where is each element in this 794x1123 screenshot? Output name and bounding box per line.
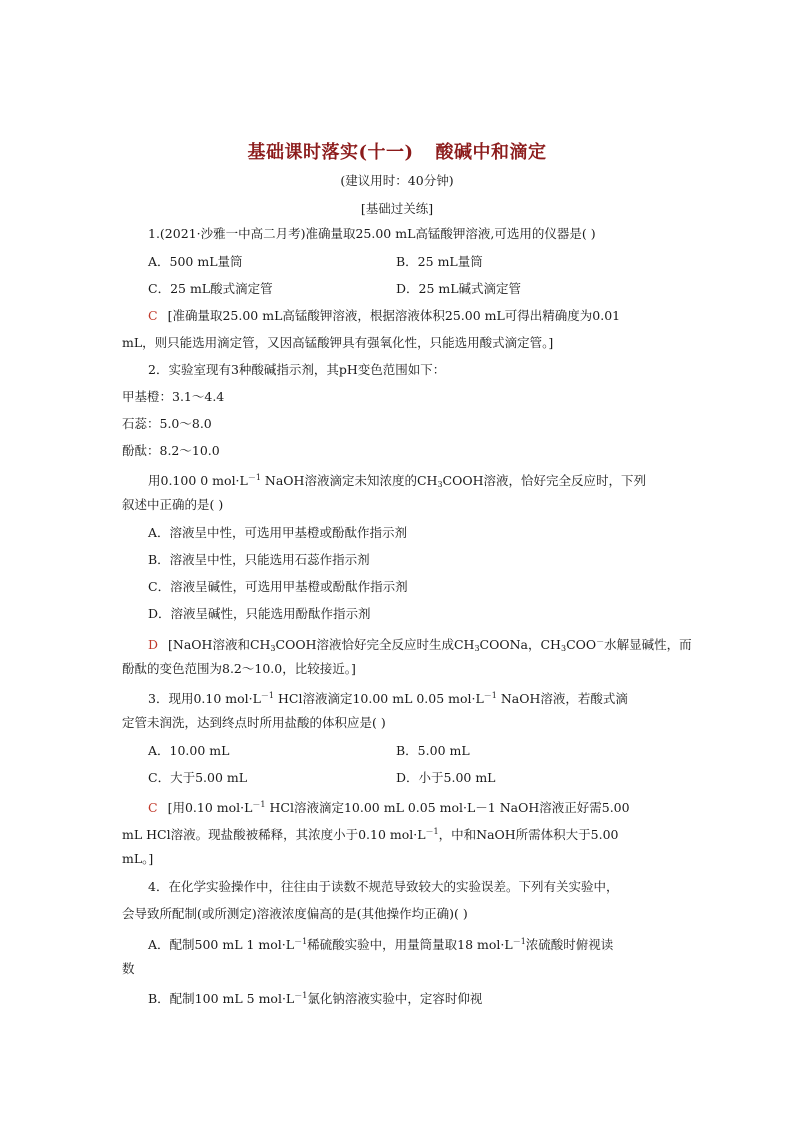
q3-answer: C <box>148 800 158 815</box>
q1-explanation-line1: C [准确量取25.00 mL高锰酸钾溶液，根据溶液体积25.00 mL可得出精确度为0.01 <box>148 308 621 323</box>
q3-stem-line2: 定管未润洗，达到终点时所用盐酸的体积应是( ) <box>122 715 386 730</box>
q1-option-a: A．500 mL量筒 <box>148 254 243 269</box>
q4-stem: 4．在化学实验操作中，往往由于读数不规范导致较大的实验误差。下列有关实验中， <box>148 879 619 894</box>
q3-stem: 3．现用0.10 $mol\cdot L^{-1}$ HCl溶液滴定10.00 mL 0.05 $mol\cdot L^{-1}$ NaOH溶液，若酸式滴 <box>148 691 628 706</box>
q4-option-a: A．配制500 mL 1 $mol\cdot L^{-1}$稀硫酸实验中，用量筒量取18 $mol\cdot L^{-1}$浓硫酸时俯视读 <box>148 937 614 952</box>
q2-explanation-line1: D [NaOH溶液和$CH_3COOH$溶液恰好完全反应时生成$CH_3COONa$，$CH_3COO^-$水解显碱性，而 <box>148 637 692 653</box>
q3-option-c: C．大于5.00 mL <box>148 770 248 785</box>
q2-option-d: D．溶液呈碱性，只能选用酚酞作指示剂 <box>148 606 371 621</box>
section-heading: [基础过关练] <box>360 201 434 216</box>
time-note: (建议用时：40分钟) <box>340 173 454 188</box>
q2-answer: D <box>148 637 159 652</box>
q2-explanation-line2: 酚酞的变色范围为8.2～10.0，比较接近。] <box>122 661 356 676</box>
q1-stem: 1.(2021·沙雅一中高二月考)准确量取25.00 mL高锰酸钾溶液,可选用的仪器是( ) <box>148 226 596 241</box>
q3-explanation-line3: mL。] <box>122 851 154 866</box>
q1-option-d: D．25 mL碱式滴定管 <box>396 281 522 296</box>
q2-option-b: B．溶液呈中性，只能选用石蕊作指示剂 <box>148 552 370 567</box>
q2-stem: 2．实验室现有3种酸碱指示剂，其pH变色范围如下： <box>148 362 446 377</box>
q2-option-c: C．溶液呈碱性，可选用甲基橙或酚酞作指示剂 <box>148 579 408 594</box>
title-main: 基础课时落实(十一) <box>247 142 414 163</box>
q4-option-b: B．配制100 mL 5 $mol\cdot L^{-1}$氯化钠溶液实验中，定容时仰视 <box>148 991 483 1006</box>
q3-explanation-line1: C [用0.10 $mol\cdot L^{-1}$ HCl溶液滴定10.00 mL 0.05 mol·L－1 NaOH溶液正好需5.00 <box>148 800 630 815</box>
q2-indicator-2: 石蕊：5.0～8.0 <box>122 416 212 431</box>
page-title <box>0 138 794 164</box>
q2-stem-line3: 叙述中正确的是( ) <box>122 497 224 512</box>
q4-stem-line2: 会导致所配制(或所测定)溶液浓度偏高的是(其他操作均正确)( ) <box>122 906 468 921</box>
q3-option-b: B．5.00 mL <box>396 743 470 758</box>
q3-explanation-line2: mL HCl溶液。现盐酸被稀释，其浓度小于0.10 $mol\cdot L^{-1}$，中和NaOH所需体积大于5.00 <box>122 827 619 842</box>
q1-option-b: B．25 mL量筒 <box>396 254 483 269</box>
q4-option-a-cont: 数 <box>122 961 135 976</box>
q2-option-a: A．溶液呈中性，可选用甲基橙或酚酞作指示剂 <box>148 525 408 540</box>
q3-option-a: A．10.00 mL <box>148 743 230 758</box>
q1-explanation-line2: mL，则只能选用滴定管，又因高锰酸钾具有强氧化性，只能选用酸式滴定管。] <box>122 335 554 350</box>
q2-stem-line2: 用0.100 0 $mol\cdot L^{-1}$ NaOH溶液滴定未知浓度的$CH_3COOH$溶液，恰好完全反应时，下列 <box>148 473 646 489</box>
title-sub: 酸碱中和滴定 <box>435 142 547 163</box>
q2-indicator-3: 酚酞：8.2～10.0 <box>122 443 220 458</box>
q2-indicator-1: 甲基橙：3.1～4.4 <box>122 389 225 404</box>
q3-option-d: D．小于5.00 mL <box>396 770 496 785</box>
q1-option-c: C．25 mL酸式滴定管 <box>148 281 273 296</box>
q1-answer: C <box>148 308 158 323</box>
